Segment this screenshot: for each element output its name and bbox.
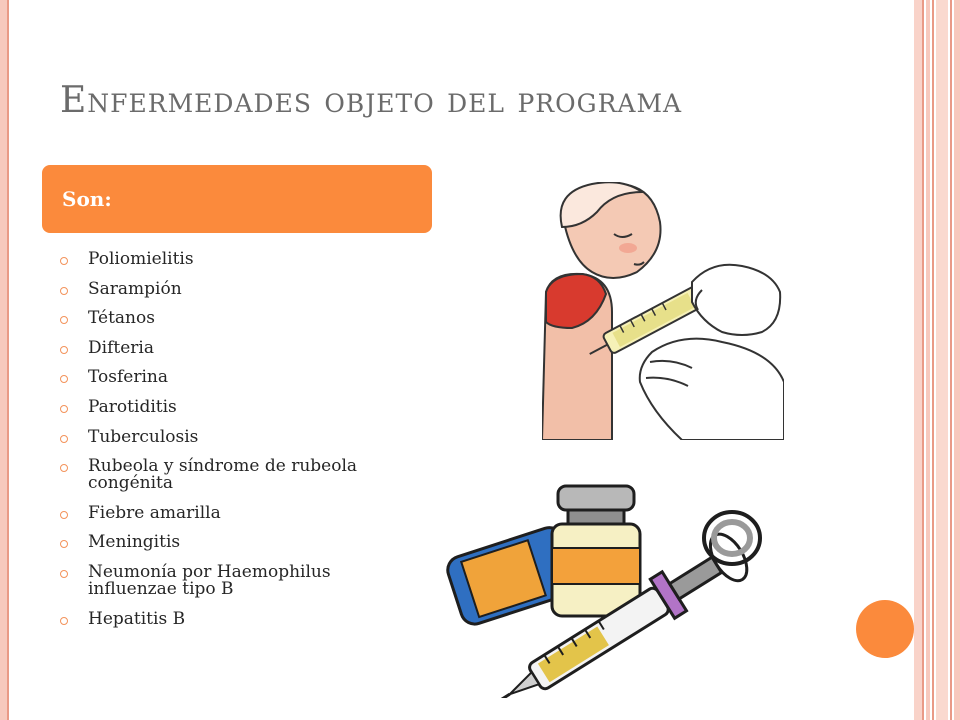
list-item: Tuberculosis <box>60 429 440 446</box>
bullet-icon <box>60 346 68 354</box>
bullet-icon <box>60 375 68 383</box>
disease-list <box>60 251 440 640</box>
bullet-icon <box>60 316 68 324</box>
list-item: Meningitis <box>60 534 440 551</box>
list-item: Fiebre amarilla <box>60 505 440 522</box>
list-item: Hepatitis B <box>60 611 440 628</box>
left-border-decoration <box>0 0 9 720</box>
bullet-icon <box>60 570 68 578</box>
list-item: Neumonía por Haemophilus influenzae tipo B <box>60 564 418 598</box>
section-header-bar <box>42 165 432 233</box>
bullet-icon <box>60 257 68 265</box>
bullet-icon <box>60 464 68 472</box>
bullet-icon <box>60 435 68 443</box>
bullet-icon <box>60 405 68 413</box>
vaccine-supplies-illustration <box>440 478 780 698</box>
list-item: Sarampión <box>60 281 440 298</box>
list-item: Tétanos <box>60 310 440 327</box>
list-item: Difteria <box>60 340 440 357</box>
bullet-icon <box>60 617 68 625</box>
decorative-circle <box>856 600 914 658</box>
bullet-icon <box>60 511 68 519</box>
list-item: Rubeola y síndrome de rubeola congénita <box>60 458 418 492</box>
bullet-icon <box>60 287 68 295</box>
right-stripe-decoration <box>914 0 960 720</box>
vaccination-illustration <box>542 182 784 440</box>
list-item: Poliomielitis <box>60 251 440 268</box>
bullet-icon <box>60 540 68 548</box>
section-header-label: Son: <box>62 187 112 211</box>
list-item: Tosferina <box>60 369 440 386</box>
slide-title: Enfermedades objeto del programa <box>60 80 683 121</box>
list-item: Parotiditis <box>60 399 440 416</box>
